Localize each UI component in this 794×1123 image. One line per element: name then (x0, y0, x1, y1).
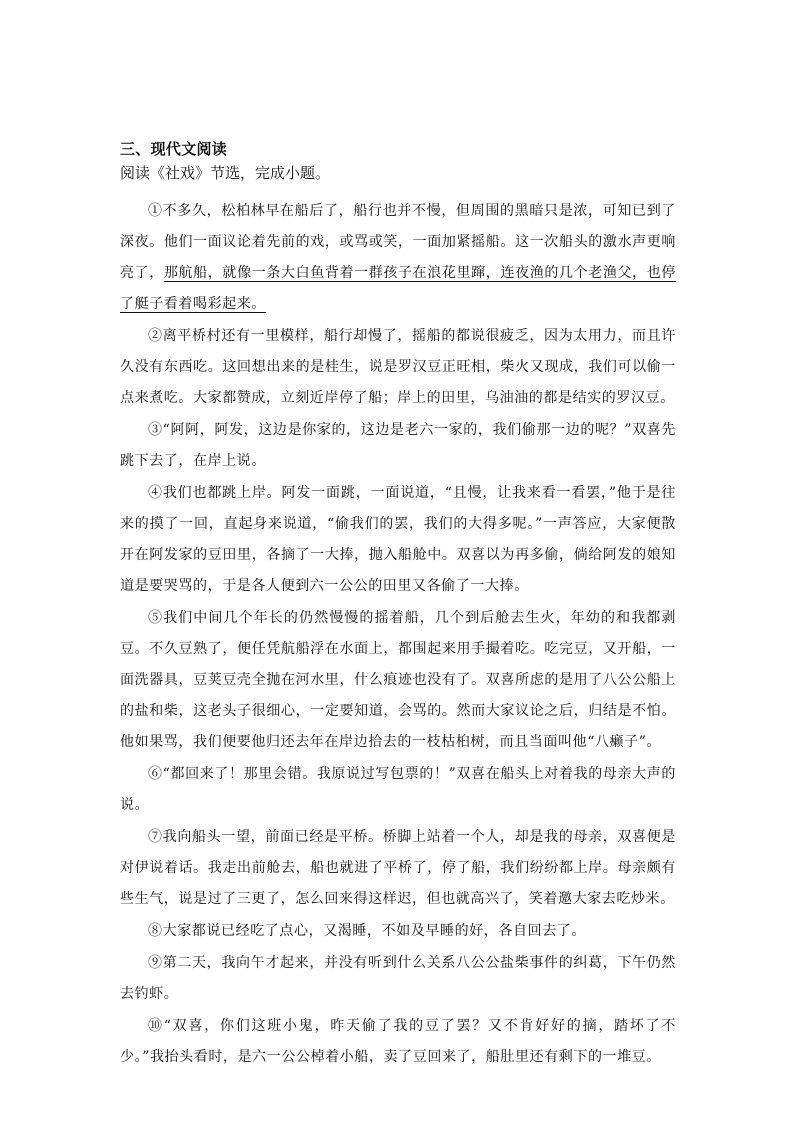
paragraph-1 (120, 196, 676, 320)
reading-instruction: 阅读《社戏》节选，完成小题。 (120, 164, 331, 182)
paragraph-10: ⑩“双喜，你们这班小鬼，昨天偷了我的豆了罢？又不肯好好的摘，踏坏了不少。”我抬头看时，是六一公公棹着小船，卖了豆回来了，船肚里还有剩下的一堆豆。 (120, 1018, 676, 1065)
paragraph-4: ④我们也都跳上岸。阿发一面跳，一面说道，“且慢，让我来看一看罢，”他于是往来的摸了一回，直起身来说道，“偷我们的罢，我们的大得多呢。”一声答应，大家便散开在阿发家的豆田里，各摘了一大捧，抛入船舱中。双喜以为再多偷，倘给阿发的娘知道是要哭骂的，于是各人便到六一公公的田里又各偷了一大捧。 (120, 485, 676, 594)
paragraph-7: ⑦我向船头一望，前面已经是平桥。桥脚上站着一个人，却是我的母亲，双喜便是对伊说着话。我走出前舱去，船也就进了平桥了，停了船，我们纷纷都上岸。母亲颇有些生气，说是过了三更了，怎么回来得这样迟，但也就高兴了，笑着邀大家去吃炒米。 (120, 829, 676, 907)
passage-body (120, 196, 676, 1074)
paragraph-9: ⑨第二天，我向午才起来，并没有听到什么关系八公公盐柴事件的纠葛，下午仍然去钓虾。 (120, 955, 676, 1002)
underlined-sentence: 那航船，就像一条大白鱼背着一群孩子在浪花里蹿，连夜渔的几个老渔父，也停了艇子看着喝彩起来。 (120, 265, 676, 312)
section-heading: 三、现代文阅读 (120, 140, 228, 158)
paragraph-1-text: ①不多久，松柏林早在船后了，船行也并不慢，但周围的黑暗只是浓，可知已到了深夜。他们一面议论着先前的戏，或骂或笑，一面加紧摇船。这一次船头的激水声更响亮了， (120, 203, 676, 281)
paragraph-6: ⑥“都回来了！那里会错。我原说过写包票的！”双喜在船头上对着我的母亲大声的说。 (120, 766, 676, 813)
paragraph-2: ②离平桥村还有一里模样，船行却慢了，摇船的都说很疲乏，因为太用力，而且许久没有东西吃。这回想出来的是桂生，说是罗汉豆正旺相，柴火又现成，我们可以偷一点来煮吃。大家都赞成，立刻近岸停了船；岸上的田里，乌油油的都是结实的罗汉豆。 (120, 328, 676, 406)
paragraph-8: ⑧大家都说已经吃了点心，又渴睡，不如及早睡的好，各自回去了。 (148, 923, 586, 939)
paragraph-5: ⑤我们中间几个年长的仍然慢慢的摇着船，几个到后舱去生火，年幼的和我都剥豆。不久豆熟了，便任凭航船浮在水面上，都围起来用手撮着吃。吃完豆，又开船，一面洗器具，豆荚豆壳全抛在河水里，什么痕迹也没有了。双喜所虑的是用了八公公船上的盐和柴，这老头子很细心，一定要知道，会骂的。然而大家议论之后，归结是不怕。他如果骂，我们便要他归还去年在岸边拾去的一枝枯桕树，而且当面叫他“八癞子”。 (120, 610, 676, 750)
paragraph-3: ③“阿阿，阿发，这边是你家的，这边是老六一家的，我们偷那一边的呢？”双喜先跳下去了，在岸上说。 (120, 422, 676, 469)
